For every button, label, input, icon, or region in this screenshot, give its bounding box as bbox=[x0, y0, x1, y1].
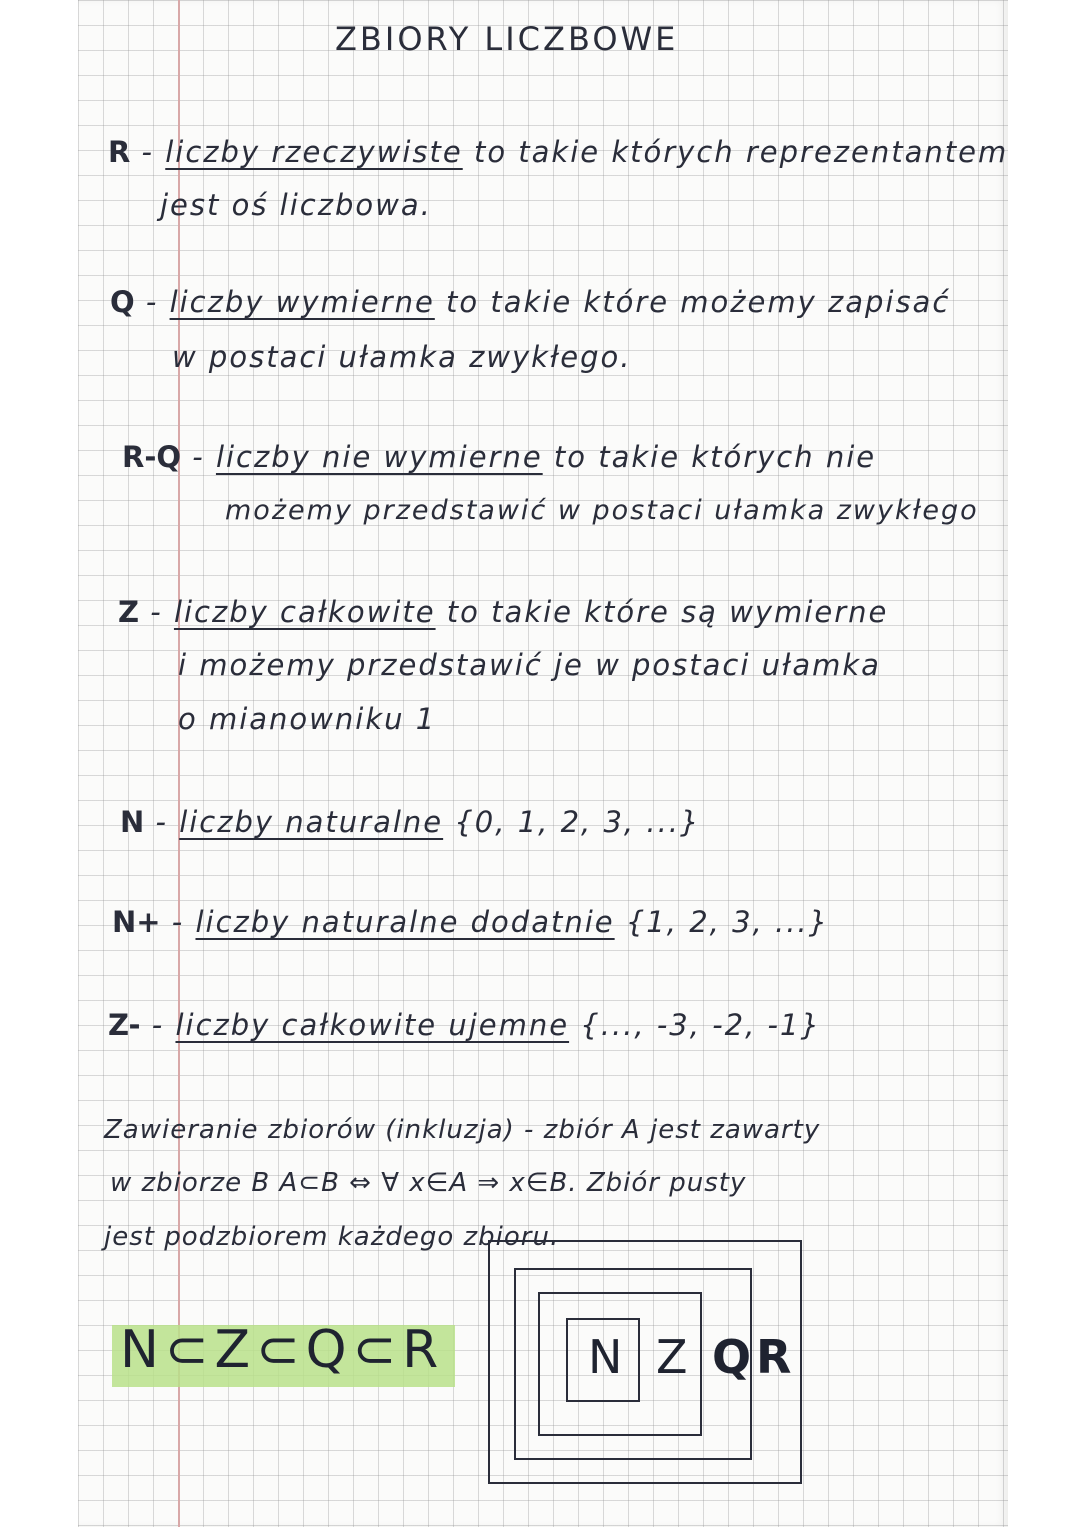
def-rq-symbol: R-Q bbox=[122, 440, 182, 474]
def-n-line: N - liczby naturalne {0, 1, 2, 3, ...} bbox=[120, 805, 701, 839]
def-rq-line1: R-Q - liczby nie wymierne to takie których nie bbox=[122, 440, 877, 474]
def-z-rest: to takie które są wymierne bbox=[446, 595, 889, 629]
set-label-n: N bbox=[588, 1330, 623, 1384]
def-rq-rest: to takie których nie bbox=[553, 440, 877, 474]
def-nplus-set: {1, 2, 3, ...} bbox=[625, 905, 830, 939]
set-inclusion-chain: N⊂Z⊂Q⊂R bbox=[120, 1320, 445, 1380]
def-q-symbol: Q bbox=[110, 285, 135, 319]
def-r-line2: jest oś liczbowa. bbox=[160, 188, 432, 222]
def-n-term: liczby naturalne bbox=[179, 805, 444, 839]
def-z-symbol: Z bbox=[118, 595, 140, 629]
inclusion-line3: jest podzbiorem każdego zbioru. bbox=[104, 1222, 560, 1252]
def-r-line1: R - liczby rzeczywiste to takie których reprezentantem bbox=[108, 135, 1009, 169]
page-title: ZBIORY LICZBOWE bbox=[335, 20, 679, 58]
set-label-z: Z bbox=[656, 1330, 688, 1384]
def-nplus-symbol: N+ bbox=[112, 905, 161, 939]
def-z-line3: o mianowniku 1 bbox=[178, 702, 437, 736]
def-z-line2: i możemy przedstawić je w postaci ułamka bbox=[178, 648, 881, 682]
def-q-term: liczby wymierne bbox=[169, 285, 435, 319]
def-zminus-line: Z- - liczby całkowite ujemne {..., -3, -2, -1} bbox=[108, 1008, 821, 1042]
def-zminus-symbol: Z- bbox=[108, 1008, 141, 1042]
def-zminus-set: {..., -3, -2, -1} bbox=[580, 1008, 821, 1042]
def-r-term: liczby rzeczywiste bbox=[165, 135, 463, 169]
def-rq-line2: możemy przedstawić w postaci ułamka zwykłego bbox=[225, 495, 979, 526]
def-q-rest: to takie które możemy zapisać bbox=[446, 285, 951, 319]
def-q-line2: w postaci ułamka zwykłego. bbox=[172, 340, 632, 374]
def-n-symbol: N bbox=[120, 805, 145, 839]
inclusion-line2: w zbiorze B A⊂B ⇔ ∀ x∈A ⇒ x∈B. Zbiór pusty bbox=[110, 1168, 747, 1198]
def-q-line1: Q - liczby wymierne to takie które możemy zapisać bbox=[110, 285, 951, 319]
set-label-r: R bbox=[756, 1330, 792, 1384]
def-n-set: {0, 1, 2, 3, ...} bbox=[454, 805, 701, 839]
def-z-term: liczby całkowite bbox=[173, 595, 436, 629]
def-zminus-term: liczby całkowite ujemne bbox=[175, 1008, 570, 1042]
def-r-symbol: R bbox=[108, 135, 131, 169]
set-label-q: Q bbox=[712, 1330, 752, 1384]
def-r-rest: to takie których reprezentantem bbox=[473, 135, 1009, 169]
inclusion-line1: Zawieranie zbiorów (inkluzja) - zbiór A jest zawarty bbox=[104, 1115, 821, 1145]
def-z-line1: Z - liczby całkowite to takie które są wymierne bbox=[118, 595, 889, 629]
margin-line bbox=[178, 0, 180, 1527]
def-rq-term: liczby nie wymierne bbox=[215, 440, 543, 474]
def-nplus-line: N+ - liczby naturalne dodatnie {1, 2, 3, ...} bbox=[112, 905, 830, 939]
def-nplus-term: liczby naturalne dodatnie bbox=[195, 905, 615, 939]
